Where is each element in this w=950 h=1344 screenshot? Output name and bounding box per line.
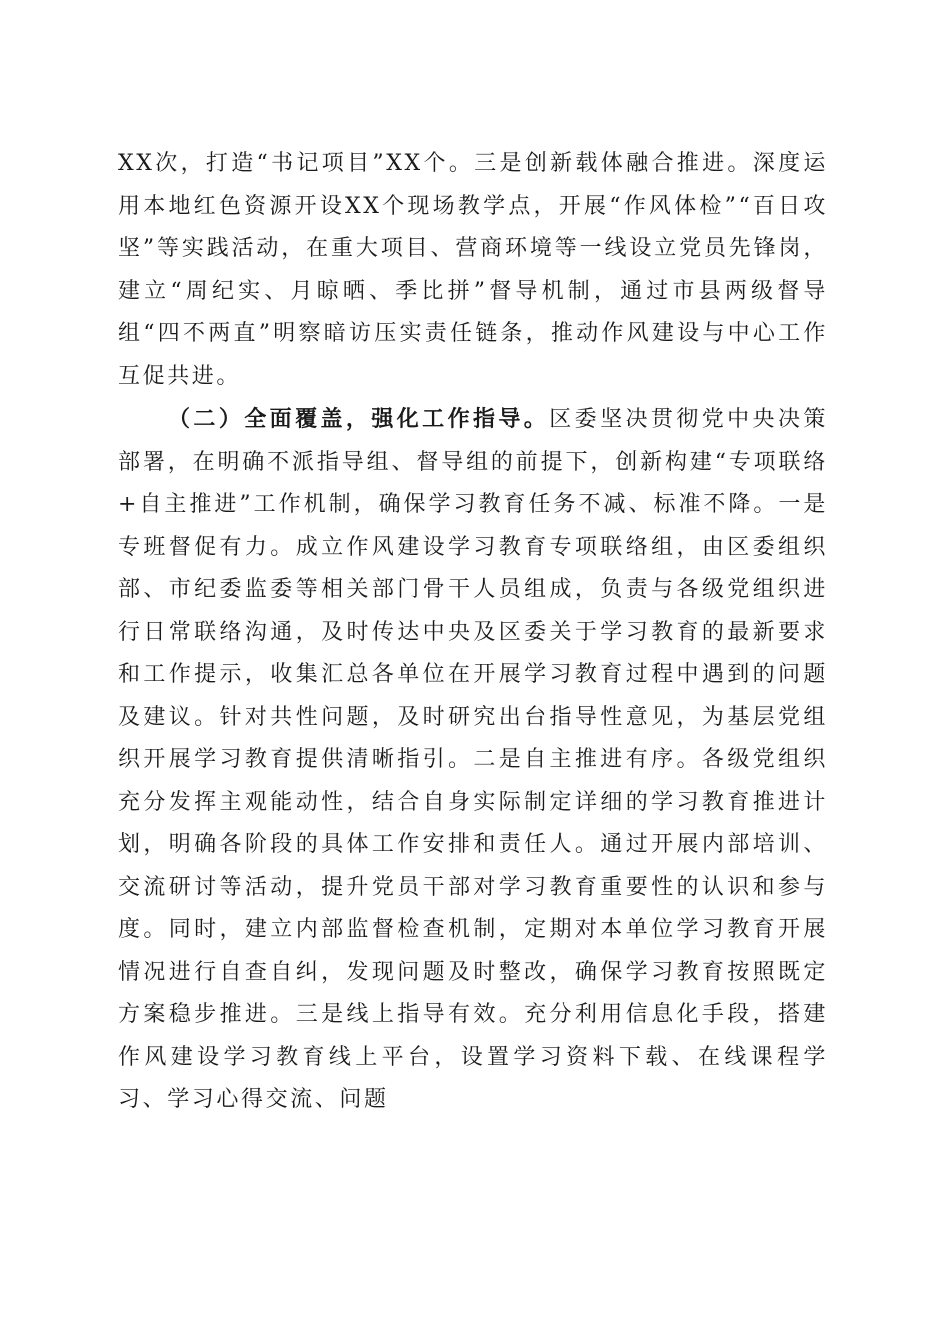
paragraph-continuation: [118, 143, 828, 398]
section-two-heading: （二）全面覆盖，强化工作指导。: [168, 406, 550, 432]
paragraph-section-two: [118, 398, 828, 1122]
paragraph-2-text: 区委坚决贯彻党中央决策部署，在明确不派指导组、督导组的前提下，创新构建“专项联络+自主推进”工作机制，确保学习教育任务不减、标准不降。一是专班督促有力。成立作风建设学习教育专项联络组，由区委组织部、市纪委监委等相关部门骨干人员组成，负责与各级党组织进行日常联络沟通，及时传达中央及区委关于学习教育的最新要求和工作提示，收集汇总各单位在开展学习教育过程中遇到的问题及建议。针对共性问题，及时研究出台指导性意见，为基层党组织开展学习教育提供清晰指引。二是自主推进有序。各级党组织充分发挥主观能动性，结合自身实际制定详细的学习教育推进计划，明确各阶段的具体工作安排和责任人。通过开展内部培训、交流研讨等活动，提升党员干部对学习教育重要性的认识和参与度。同时，建立内部监督检查机制，定期对本单位学习教育开展情况进行自查自纠，发现问题及时整改，确保学习教育按照既定方案稳步推进。三是线上指导有效。充分利用信息化手段，搭建作风建设学习教育线上平台，设置学习资料下载、在线课程学习、学习心得交流、问题: [118, 407, 828, 1112]
paragraph-1-text: XX次，打造“书记项目”XX个。三是创新载体融合推进。深度运用本地红色资源开设XX个现场教学点，开展“作风体检”“百日攻坚”等实践活动，在重大项目、营商环境等一线设立党员先锋岗，建立“周纪实、月晾晒、季比拼”督导机制，通过市县两级督导组“四不两直”明察暗访压实责任链条，推动作风建设与中心工作互促共进。: [118, 151, 828, 389]
document-body: [118, 143, 828, 1122]
